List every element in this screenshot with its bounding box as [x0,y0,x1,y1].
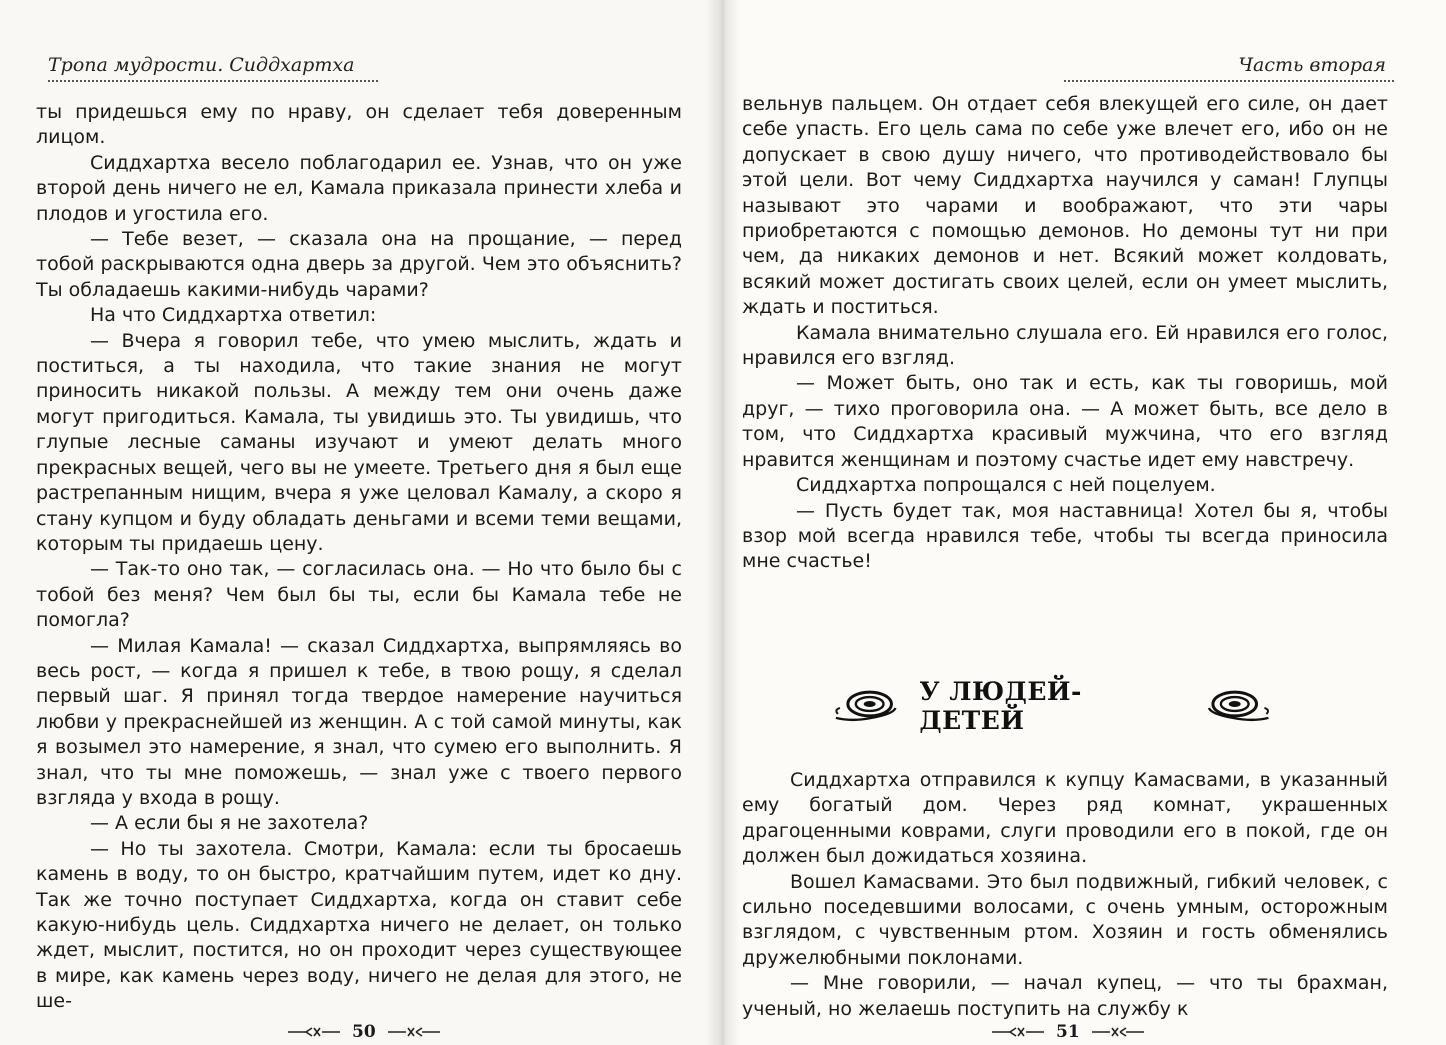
scroll-flourish-icon [286,1026,342,1038]
snail-shell-ornament-icon [832,686,901,726]
paragraph: Камала внимательно слушала его. Ей нравился его голос, нравился его взгляд. [742,321,1388,370]
left-page [0,0,722,1045]
paragraph: Сиддхартха отправился к купцу Камасвами, в указанный ему богатый дом. Через ряд комнат, украшенных драгоценными коврами, слуги проводили его в покой, где он должен был дожидаться хозяина. [742,769,1388,868]
running-head-left: Тропа мудрости. Сиддхартха [48,54,355,76]
paragraph: — Вчера я говорил тебе, что умею мыслить, ждать и поститься, а ты находила, что такие знания не могут приносить никакой пользы. А между тем они очень даже могут пригодиться. Камала, ты увидишь это. Ты увидишь, что глупые лесные саманы изучают и умеют делать много прекрасных вещей, чего вы не умеете. Третьего дня я был еще растрепанным нищим, вчера я уже целовал Камалу, а скоро я стану купцом и буду обладать деньгами и всеми теми вещами, которым ты придаешь цену. [36,329,682,555]
paragraph: — Тебе везет, — сказала она на прощание, — перед тобой раскрываются одна дверь за другой. Чем это объяснить? Ты обладаешь какими-нибудь чарами? [36,228,682,301]
paragraph: — А если бы я не захотела? [90,812,369,835]
running-head-right: Часть вторая [1238,54,1386,76]
paragraph: — Так-то оно так, — согласилась она. — Но что было бы с тобой без меня? Чем был бы ты, если бы Камала тебе не помогла? [36,558,682,632]
right-page-body [742,92,1388,575]
scroll-flourish-icon [386,1026,442,1038]
page-number: 50 [352,1022,376,1042]
running-head-rule-left [48,80,378,82]
folio-right [990,1022,1146,1042]
paragraph: — Может быть, оно так и есть, как ты говоришь, мой друг, — тихо проговорила она. — А может быть, все дело в том, что Сиддхартха красивый мужчина, что его взгляд нравится женщинам и поэтому счастье идет ему навстречу. [742,372,1388,471]
paragraph: — Милая Камала! — сказал Сиддхартха, выпрямляясь во весь рост, — когда я пришел к тебе, в твою рощу, я сделал первый шаг. Я принял тогда твердое намерение научиться любви у прекраснейшей из женщин. А с той самой минуты, как я возымел это намерение, я знал, что сумею его выполнить. Я знал, что ты мне поможешь, — знал уже с твоего первого взгляда у входа в рощу. [36,634,682,809]
paragraph: вельнув пальцем. Он отдает себя влекущей его силе, он дает себе упасть. Его цель сама по себе уже влечет его, ибо он не допускает в свою душу ничего, что противодействовало бы этой цели. Вот чему Сиддхартха научился у саман! Глупцы называют это чарами и воображают, что эти чары приобретаются с помощью демонов. Но демоны тут ни при чем, да никаких демонов и нет. Всякий может колдовать, всякий может достигать своих целей, если он умеет мыслить, ждать и поститься. [742,93,1388,319]
paragraph: ты придешься ему по нраву, он сделает тебя доверенным лицом. [36,101,682,149]
page-number: 51 [1056,1022,1080,1042]
paragraph: Сиддхартха попрощался с ней поцелуем. [796,474,1216,497]
book-gutter [706,0,740,1045]
chapter-title: У ЛЮДЕЙ-ДЕТЕЙ [919,677,1082,735]
right-page [722,0,1446,1045]
paragraph: Сиддхартха весело поблагодарил ее. Узнав, что он уже второй день ничего не ел, Камала приказала принести хлеба и плодов и угостила его. [36,151,682,225]
scroll-flourish-icon [1090,1026,1146,1038]
chapter-body [742,768,1388,1022]
running-head-rule-right [1064,80,1394,82]
paragraph: — Но ты захотела. Смотри, Камала: если ты бросаешь камень в воду, то он быстро, кратчайшим путем, идет ко дну. Так же точно поступает Сиддхартха, когда он ставит себе какую-нибудь цель. Сиддхартха ничего не делает, он только ждет, мыслит, постится, но он проходит через существующее в мире, как камень через воду, ничего не делая для этого, не ше- [36,837,682,1013]
snail-shell-ornament-icon [1203,686,1272,726]
folio-left [286,1022,442,1042]
paragraph: На что Сиддхартха ответил: [90,304,377,327]
left-page-body [36,100,682,1015]
paragraph: — Мне говорили, — начал купец, — что ты брахман, ученый, но желаешь поступить на службу к [742,972,1388,1020]
paragraph: Вошел Камасвами. Это был подвижный, гибкий человек, с сильно поседевшими волосами, с очень умным, осторожным взглядом, с чувственным ртом. Хозяин и гость обменялись дружелюбными поклонами. [742,870,1388,969]
scroll-flourish-icon [990,1026,1046,1038]
paragraph: — Пусть будет так, моя наставница! Хотел бы я, чтобы взор мой всегда нравился тебе, чтобы ты всегда приносила мне счастье! [742,499,1388,573]
chapter-heading [832,678,1272,734]
